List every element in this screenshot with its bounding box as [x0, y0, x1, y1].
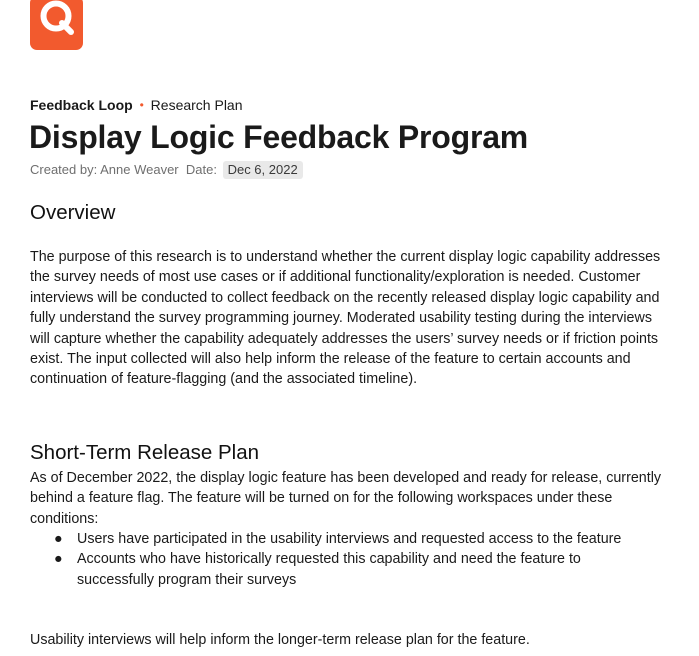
- date-chip[interactable]: Dec 6, 2022: [223, 161, 303, 179]
- list-item-text: Accounts who have historically requested this capability and need the feature to successfully program their surveys: [77, 551, 581, 588]
- breadcrumb-separator: •: [139, 98, 144, 112]
- overview-heading: Overview: [30, 201, 116, 224]
- release-plan-heading: Short-Term Release Plan: [30, 441, 260, 464]
- date-label: Date:: [185, 162, 217, 177]
- bullet-icon: ●: [54, 551, 63, 568]
- doc-meta: [30, 161, 303, 179]
- release-conditions-list: [54, 529, 654, 590]
- list-item: [54, 529, 654, 549]
- feedback-loop-logo-icon: [30, 0, 83, 50]
- release-plan-intro: As of December 2022, the display logic feature has been developed and ready for release, currently behind a feature flag. The feature will be turned on for the following workspaces under these conditions:: [30, 470, 662, 527]
- created-by-label: Created by:: [30, 162, 98, 177]
- breadcrumb: [30, 96, 243, 115]
- author-name: Anne Weaver: [100, 162, 179, 177]
- org-name: Feedback Loop: [30, 97, 133, 113]
- page-title: Display Logic Feedback Program: [29, 119, 529, 155]
- doc-type: Research Plan: [150, 97, 243, 113]
- release-plan-outro: Usability interviews will help inform the longer-term release plan for the feature.: [30, 632, 530, 648]
- overview-paragraph: The purpose of this research is to understand whether the current display logic capability addresses the survey needs of most use cases or if additional functionality/exploration is needed. Customer interviews will be conducted to collect feedback on the recently released display logic capability and fully understand the survey programming journey. Moderated usability testing during the interviews will capture whether the capability adequately addresses the users’ survey needs or if friction points exist. The input collected will also help inform the release of the feature to certain accounts and continuation of feature-flagging (and the associated timeline).: [30, 249, 661, 388]
- list-item: [54, 549, 654, 590]
- bullet-icon: ●: [54, 531, 63, 547]
- list-item-text: Users have participated in the usability interviews and requested access to the feature: [77, 531, 622, 547]
